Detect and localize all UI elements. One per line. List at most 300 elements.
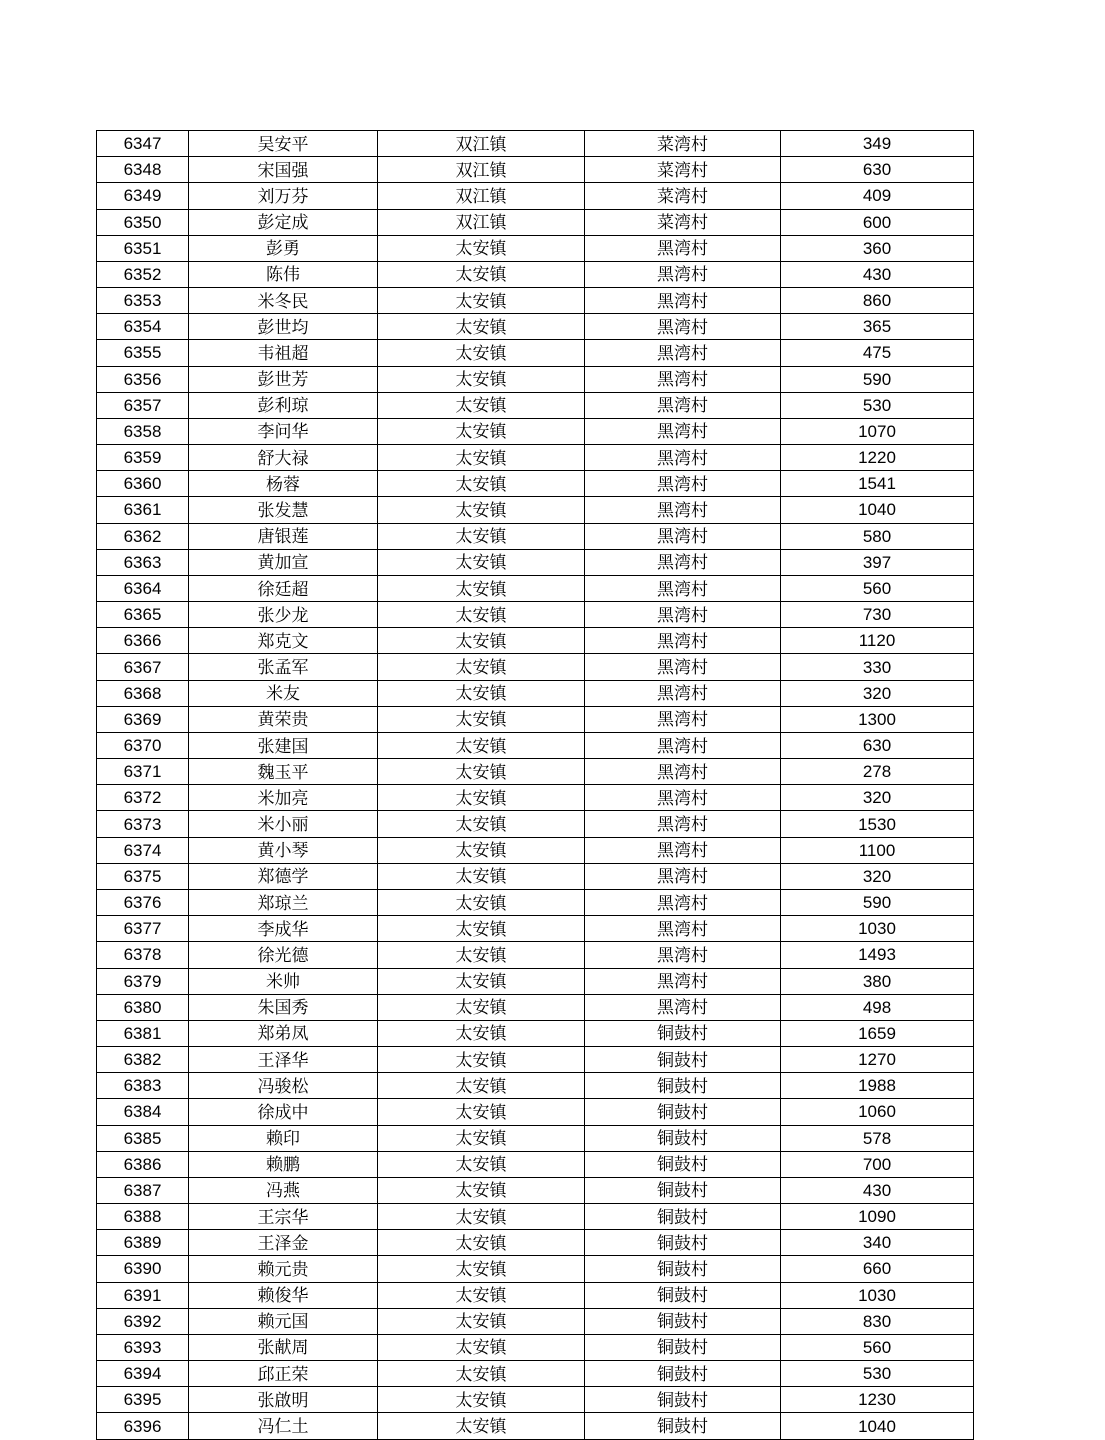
table-row <box>97 523 974 549</box>
name-cell: 陈伟 <box>189 261 378 287</box>
town-cell: 太安镇 <box>378 497 585 523</box>
row-number-cell: 6385 <box>97 1125 189 1151</box>
village-cell: 黑湾村 <box>585 863 781 889</box>
town-cell: 太安镇 <box>378 1256 585 1282</box>
row-number-cell: 6352 <box>97 261 189 287</box>
amount-cell: 498 <box>781 994 974 1020</box>
village-cell: 菜湾村 <box>585 209 781 235</box>
table-row <box>97 209 974 235</box>
name-cell: 徐光德 <box>189 942 378 968</box>
amount-cell: 1270 <box>781 1047 974 1073</box>
amount-cell: 1220 <box>781 445 974 471</box>
table-row <box>97 1334 974 1360</box>
row-number-cell: 6360 <box>97 471 189 497</box>
name-cell: 朱国秀 <box>189 994 378 1020</box>
village-cell: 菜湾村 <box>585 157 781 183</box>
row-number-cell: 6365 <box>97 602 189 628</box>
data-table <box>96 130 974 1440</box>
town-cell: 太安镇 <box>378 1361 585 1387</box>
town-cell: 太安镇 <box>378 549 585 575</box>
name-cell: 邱正荣 <box>189 1361 378 1387</box>
name-cell: 张献周 <box>189 1334 378 1360</box>
table-row <box>97 1099 974 1125</box>
town-cell: 太安镇 <box>378 575 585 601</box>
amount-cell: 1040 <box>781 1413 974 1439</box>
name-cell: 米冬民 <box>189 288 378 314</box>
amount-cell: 1659 <box>781 1020 974 1046</box>
table-row <box>97 732 974 758</box>
village-cell: 铜鼓村 <box>585 1256 781 1282</box>
row-number-cell: 6363 <box>97 549 189 575</box>
table-row <box>97 942 974 968</box>
amount-cell: 430 <box>781 261 974 287</box>
town-cell: 太安镇 <box>378 968 585 994</box>
row-number-cell: 6361 <box>97 497 189 523</box>
town-cell: 太安镇 <box>378 1230 585 1256</box>
name-cell: 黄小琴 <box>189 837 378 863</box>
name-cell: 徐成中 <box>189 1099 378 1125</box>
amount-cell: 278 <box>781 759 974 785</box>
village-cell: 黑湾村 <box>585 314 781 340</box>
village-cell: 铜鼓村 <box>585 1230 781 1256</box>
row-number-cell: 6383 <box>97 1073 189 1099</box>
village-cell: 黑湾村 <box>585 628 781 654</box>
amount-cell: 1060 <box>781 1099 974 1125</box>
name-cell: 米加亮 <box>189 785 378 811</box>
table-row <box>97 1230 974 1256</box>
amount-cell: 1090 <box>781 1204 974 1230</box>
name-cell: 魏玉平 <box>189 759 378 785</box>
table-row <box>97 1256 974 1282</box>
table-row <box>97 445 974 471</box>
amount-cell: 1100 <box>781 837 974 863</box>
row-number-cell: 6388 <box>97 1204 189 1230</box>
village-cell: 黑湾村 <box>585 392 781 418</box>
table-row <box>97 602 974 628</box>
name-cell: 米友 <box>189 680 378 706</box>
table-row <box>97 131 974 157</box>
table-row <box>97 1361 974 1387</box>
village-cell: 铜鼓村 <box>585 1099 781 1125</box>
town-cell: 太安镇 <box>378 261 585 287</box>
town-cell: 太安镇 <box>378 314 585 340</box>
village-cell: 黑湾村 <box>585 785 781 811</box>
name-cell: 赖鹏 <box>189 1151 378 1177</box>
amount-cell: 1530 <box>781 811 974 837</box>
table-row <box>97 549 974 575</box>
amount-cell: 830 <box>781 1308 974 1334</box>
row-number-cell: 6387 <box>97 1177 189 1203</box>
town-cell: 太安镇 <box>378 1204 585 1230</box>
table-row <box>97 680 974 706</box>
amount-cell: 475 <box>781 340 974 366</box>
row-number-cell: 6395 <box>97 1387 189 1413</box>
amount-cell: 1070 <box>781 418 974 444</box>
table-row <box>97 1151 974 1177</box>
village-cell: 黑湾村 <box>585 366 781 392</box>
row-number-cell: 6382 <box>97 1047 189 1073</box>
row-number-cell: 6381 <box>97 1020 189 1046</box>
town-cell: 双江镇 <box>378 209 585 235</box>
table-row <box>97 706 974 732</box>
table-row <box>97 1387 974 1413</box>
table-row <box>97 183 974 209</box>
name-cell: 郑弟凤 <box>189 1020 378 1046</box>
row-number-cell: 6351 <box>97 235 189 261</box>
table-row <box>97 968 974 994</box>
table-row <box>97 1020 974 1046</box>
row-number-cell: 6393 <box>97 1334 189 1360</box>
village-cell: 黑湾村 <box>585 549 781 575</box>
village-cell: 黑湾村 <box>585 497 781 523</box>
name-cell: 张少龙 <box>189 602 378 628</box>
name-cell: 冯燕 <box>189 1177 378 1203</box>
row-number-cell: 6354 <box>97 314 189 340</box>
table-row <box>97 497 974 523</box>
village-cell: 黑湾村 <box>585 471 781 497</box>
table-row <box>97 157 974 183</box>
row-number-cell: 6377 <box>97 916 189 942</box>
table-row <box>97 889 974 915</box>
town-cell: 太安镇 <box>378 1387 585 1413</box>
name-cell: 郑德学 <box>189 863 378 889</box>
town-cell: 太安镇 <box>378 523 585 549</box>
name-cell: 黄加宣 <box>189 549 378 575</box>
row-number-cell: 6370 <box>97 732 189 758</box>
table-row <box>97 340 974 366</box>
table-row <box>97 471 974 497</box>
amount-cell: 330 <box>781 654 974 680</box>
village-cell: 黑湾村 <box>585 759 781 785</box>
town-cell: 双江镇 <box>378 157 585 183</box>
row-number-cell: 6366 <box>97 628 189 654</box>
town-cell: 太安镇 <box>378 1020 585 1046</box>
town-cell: 太安镇 <box>378 471 585 497</box>
village-cell: 黑湾村 <box>585 706 781 732</box>
village-cell: 铜鼓村 <box>585 1334 781 1360</box>
row-number-cell: 6359 <box>97 445 189 471</box>
row-number-cell: 6396 <box>97 1413 189 1439</box>
table-row <box>97 314 974 340</box>
name-cell: 赖俊华 <box>189 1282 378 1308</box>
row-number-cell: 6356 <box>97 366 189 392</box>
village-cell: 黑湾村 <box>585 654 781 680</box>
table-row <box>97 654 974 680</box>
row-number-cell: 6373 <box>97 811 189 837</box>
town-cell: 太安镇 <box>378 1177 585 1203</box>
table-row <box>97 916 974 942</box>
amount-cell: 320 <box>781 785 974 811</box>
amount-cell: 397 <box>781 549 974 575</box>
village-cell: 铜鼓村 <box>585 1413 781 1439</box>
table-row <box>97 1125 974 1151</box>
amount-cell: 1040 <box>781 497 974 523</box>
amount-cell: 349 <box>781 131 974 157</box>
amount-cell: 630 <box>781 732 974 758</box>
row-number-cell: 6379 <box>97 968 189 994</box>
row-number-cell: 6368 <box>97 680 189 706</box>
town-cell: 太安镇 <box>378 1308 585 1334</box>
row-number-cell: 6353 <box>97 288 189 314</box>
table-row <box>97 837 974 863</box>
amount-cell: 560 <box>781 575 974 601</box>
town-cell: 太安镇 <box>378 706 585 732</box>
village-cell: 黑湾村 <box>585 916 781 942</box>
village-cell: 菜湾村 <box>585 183 781 209</box>
village-cell: 铜鼓村 <box>585 1020 781 1046</box>
amount-cell: 360 <box>781 235 974 261</box>
name-cell: 彭世芳 <box>189 366 378 392</box>
town-cell: 太安镇 <box>378 602 585 628</box>
row-number-cell: 6380 <box>97 994 189 1020</box>
name-cell: 舒大禄 <box>189 445 378 471</box>
amount-cell: 730 <box>781 602 974 628</box>
village-cell: 黑湾村 <box>585 811 781 837</box>
town-cell: 太安镇 <box>378 1413 585 1439</box>
table-row <box>97 785 974 811</box>
name-cell: 郑琼兰 <box>189 889 378 915</box>
name-cell: 唐银莲 <box>189 523 378 549</box>
town-cell: 太安镇 <box>378 340 585 366</box>
amount-cell: 1988 <box>781 1073 974 1099</box>
town-cell: 太安镇 <box>378 811 585 837</box>
table-row <box>97 1308 974 1334</box>
amount-cell: 578 <box>781 1125 974 1151</box>
name-cell: 彭勇 <box>189 235 378 261</box>
amount-cell: 660 <box>781 1256 974 1282</box>
name-cell: 韦祖超 <box>189 340 378 366</box>
amount-cell: 560 <box>781 1334 974 1360</box>
name-cell: 徐廷超 <box>189 575 378 601</box>
town-cell: 太安镇 <box>378 1099 585 1125</box>
town-cell: 太安镇 <box>378 732 585 758</box>
amount-cell: 530 <box>781 392 974 418</box>
town-cell: 双江镇 <box>378 183 585 209</box>
table-row <box>97 863 974 889</box>
town-cell: 太安镇 <box>378 654 585 680</box>
table-row <box>97 811 974 837</box>
row-number-cell: 6364 <box>97 575 189 601</box>
name-cell: 张建国 <box>189 732 378 758</box>
row-number-cell: 6358 <box>97 418 189 444</box>
town-cell: 太安镇 <box>378 445 585 471</box>
village-cell: 黑湾村 <box>585 968 781 994</box>
town-cell: 太安镇 <box>378 1125 585 1151</box>
row-number-cell: 6347 <box>97 131 189 157</box>
town-cell: 太安镇 <box>378 916 585 942</box>
name-cell: 李成华 <box>189 916 378 942</box>
name-cell: 黄荣贵 <box>189 706 378 732</box>
row-number-cell: 6386 <box>97 1151 189 1177</box>
name-cell: 杨蓉 <box>189 471 378 497</box>
village-cell: 黑湾村 <box>585 235 781 261</box>
village-cell: 铜鼓村 <box>585 1047 781 1073</box>
name-cell: 彭定成 <box>189 209 378 235</box>
amount-cell: 430 <box>781 1177 974 1203</box>
town-cell: 太安镇 <box>378 235 585 261</box>
amount-cell: 590 <box>781 889 974 915</box>
village-cell: 黑湾村 <box>585 261 781 287</box>
town-cell: 太安镇 <box>378 994 585 1020</box>
amount-cell: 530 <box>781 1361 974 1387</box>
amount-cell: 600 <box>781 209 974 235</box>
amount-cell: 409 <box>781 183 974 209</box>
amount-cell: 1493 <box>781 942 974 968</box>
name-cell: 吴安平 <box>189 131 378 157</box>
table-row <box>97 628 974 654</box>
row-number-cell: 6389 <box>97 1230 189 1256</box>
town-cell: 太安镇 <box>378 628 585 654</box>
village-cell: 黑湾村 <box>585 340 781 366</box>
row-number-cell: 6392 <box>97 1308 189 1334</box>
name-cell: 彭利琼 <box>189 392 378 418</box>
amount-cell: 340 <box>781 1230 974 1256</box>
table-row <box>97 1204 974 1230</box>
town-cell: 太安镇 <box>378 680 585 706</box>
amount-cell: 1030 <box>781 1282 974 1308</box>
row-number-cell: 6372 <box>97 785 189 811</box>
name-cell: 王泽华 <box>189 1047 378 1073</box>
table-row <box>97 235 974 261</box>
amount-cell: 380 <box>781 968 974 994</box>
table-row <box>97 994 974 1020</box>
town-cell: 太安镇 <box>378 1047 585 1073</box>
row-number-cell: 6374 <box>97 837 189 863</box>
amount-cell: 580 <box>781 523 974 549</box>
village-cell: 铜鼓村 <box>585 1073 781 1099</box>
table-row <box>97 392 974 418</box>
amount-cell: 320 <box>781 863 974 889</box>
town-cell: 太安镇 <box>378 863 585 889</box>
row-number-cell: 6362 <box>97 523 189 549</box>
name-cell: 宋国强 <box>189 157 378 183</box>
table-row <box>97 366 974 392</box>
town-cell: 太安镇 <box>378 1073 585 1099</box>
town-cell: 太安镇 <box>378 889 585 915</box>
village-cell: 黑湾村 <box>585 680 781 706</box>
table-row <box>97 1047 974 1073</box>
table-row <box>97 261 974 287</box>
name-cell: 李问华 <box>189 418 378 444</box>
village-cell: 铜鼓村 <box>585 1308 781 1334</box>
village-cell: 黑湾村 <box>585 523 781 549</box>
row-number-cell: 6349 <box>97 183 189 209</box>
row-number-cell: 6369 <box>97 706 189 732</box>
row-number-cell: 6394 <box>97 1361 189 1387</box>
name-cell: 赖元贵 <box>189 1256 378 1282</box>
table-row <box>97 1177 974 1203</box>
town-cell: 太安镇 <box>378 366 585 392</box>
village-cell: 铜鼓村 <box>585 1387 781 1413</box>
name-cell: 赖印 <box>189 1125 378 1151</box>
village-cell: 黑湾村 <box>585 732 781 758</box>
amount-cell: 1030 <box>781 916 974 942</box>
town-cell: 双江镇 <box>378 131 585 157</box>
name-cell: 冯骏松 <box>189 1073 378 1099</box>
town-cell: 太安镇 <box>378 942 585 968</box>
amount-cell: 630 <box>781 157 974 183</box>
row-number-cell: 6376 <box>97 889 189 915</box>
row-number-cell: 6357 <box>97 392 189 418</box>
town-cell: 太安镇 <box>378 1151 585 1177</box>
row-number-cell: 6350 <box>97 209 189 235</box>
town-cell: 太安镇 <box>378 837 585 863</box>
name-cell: 张啟明 <box>189 1387 378 1413</box>
town-cell: 太安镇 <box>378 288 585 314</box>
amount-cell: 700 <box>781 1151 974 1177</box>
town-cell: 太安镇 <box>378 759 585 785</box>
table-row <box>97 418 974 444</box>
table-row <box>97 1073 974 1099</box>
amount-cell: 1541 <box>781 471 974 497</box>
row-number-cell: 6378 <box>97 942 189 968</box>
row-number-cell: 6371 <box>97 759 189 785</box>
village-cell: 铜鼓村 <box>585 1282 781 1308</box>
row-number-cell: 6367 <box>97 654 189 680</box>
village-cell: 铜鼓村 <box>585 1125 781 1151</box>
village-cell: 铜鼓村 <box>585 1151 781 1177</box>
amount-cell: 1120 <box>781 628 974 654</box>
amount-cell: 860 <box>781 288 974 314</box>
amount-cell: 1230 <box>781 1387 974 1413</box>
row-number-cell: 6348 <box>97 157 189 183</box>
village-cell: 铜鼓村 <box>585 1204 781 1230</box>
village-cell: 黑湾村 <box>585 575 781 601</box>
amount-cell: 365 <box>781 314 974 340</box>
village-cell: 黑湾村 <box>585 889 781 915</box>
row-number-cell: 6390 <box>97 1256 189 1282</box>
name-cell: 米小丽 <box>189 811 378 837</box>
village-cell: 黑湾村 <box>585 837 781 863</box>
name-cell: 张孟军 <box>189 654 378 680</box>
village-cell: 黑湾村 <box>585 445 781 471</box>
amount-cell: 320 <box>781 680 974 706</box>
name-cell: 赖元国 <box>189 1308 378 1334</box>
village-cell: 黑湾村 <box>585 602 781 628</box>
name-cell: 王泽金 <box>189 1230 378 1256</box>
town-cell: 太安镇 <box>378 418 585 444</box>
table-row <box>97 1282 974 1308</box>
name-cell: 张发慧 <box>189 497 378 523</box>
name-cell: 郑克文 <box>189 628 378 654</box>
name-cell: 米帅 <box>189 968 378 994</box>
village-cell: 铜鼓村 <box>585 1177 781 1203</box>
village-cell: 黑湾村 <box>585 994 781 1020</box>
town-cell: 太安镇 <box>378 1282 585 1308</box>
town-cell: 太安镇 <box>378 1334 585 1360</box>
village-cell: 黑湾村 <box>585 288 781 314</box>
amount-cell: 590 <box>781 366 974 392</box>
name-cell: 刘万芬 <box>189 183 378 209</box>
row-number-cell: 6391 <box>97 1282 189 1308</box>
table-row <box>97 288 974 314</box>
row-number-cell: 6384 <box>97 1099 189 1125</box>
name-cell: 冯仁土 <box>189 1413 378 1439</box>
name-cell: 王宗华 <box>189 1204 378 1230</box>
village-cell: 黑湾村 <box>585 942 781 968</box>
row-number-cell: 6355 <box>97 340 189 366</box>
table-row <box>97 1413 974 1439</box>
amount-cell: 1300 <box>781 706 974 732</box>
village-cell: 菜湾村 <box>585 131 781 157</box>
village-cell: 黑湾村 <box>585 418 781 444</box>
name-cell: 彭世均 <box>189 314 378 340</box>
row-number-cell: 6375 <box>97 863 189 889</box>
town-cell: 太安镇 <box>378 785 585 811</box>
village-cell: 铜鼓村 <box>585 1361 781 1387</box>
table-row <box>97 575 974 601</box>
town-cell: 太安镇 <box>378 392 585 418</box>
